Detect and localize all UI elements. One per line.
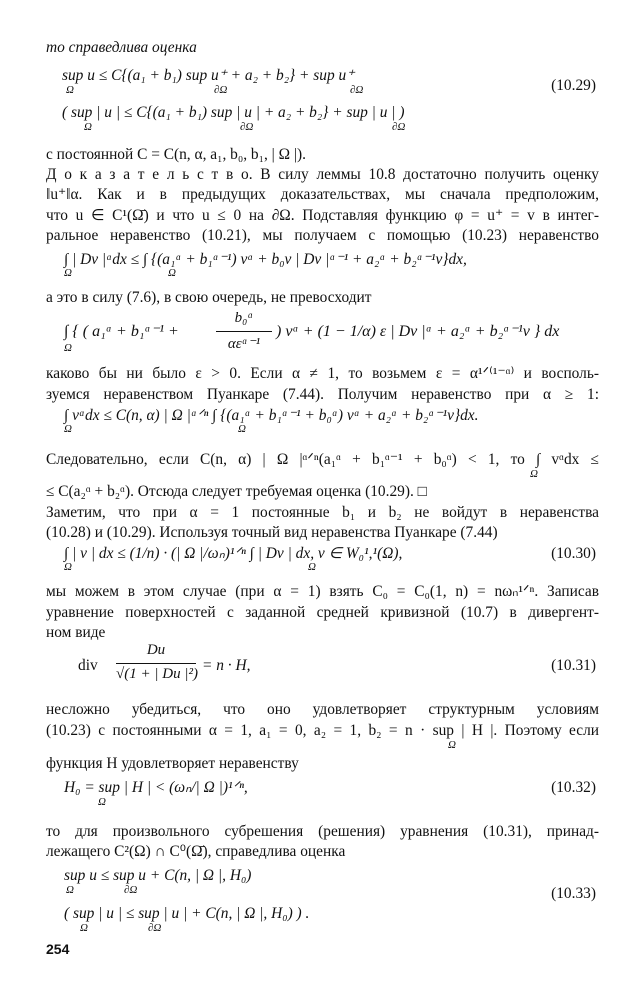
text-line: уравнение поверхностей с заданной средней кривизной (10.7) в дивергент- [46, 604, 599, 621]
equation-number: (10.30) [551, 545, 596, 562]
text-line: ‖u⁺‖α. Как и в предыдущих доказательствах, мы сначала предположим, [46, 186, 599, 203]
text-line: (10.23) с постоянными α = 1, a₁ = 0, a₂ = 1, b₂ = n · sup | H |. Поэтому если [46, 722, 599, 739]
equation-10-32: H₀ = sup | H | < (ωₙ/| Ω |)¹ᐟⁿ, [64, 779, 248, 796]
fraction-numerator: Du [146, 642, 166, 658]
equation-subscript: Ω [448, 739, 456, 751]
text-line: то справедлива оценка [46, 39, 197, 56]
equation-subscript: Ω [84, 121, 92, 133]
equation-10-30: ∫ | v | dx ≤ (1/n) · (| Ω |/ωₙ)¹ᐟⁿ ∫ | Dv | dx, v ∈ W₀¹,¹(Ω), [64, 545, 403, 562]
text-line: ральное неравенство (10.21), мы получаем с помощью (10.23) неравенство [46, 227, 599, 244]
text-line: что u ∈ C¹(Ω̄) и что u ≤ 0 на ∂Ω. Подставляя функцию φ = u⁺ = v в интег- [46, 207, 599, 224]
equation-subscript: ∂Ω [124, 884, 138, 896]
equation-subscript: Ω [66, 884, 74, 896]
fraction-denominator: αεᵅ⁻¹ [227, 336, 261, 352]
equation-number: (10.31) [551, 657, 596, 674]
equation-subscript: ∂Ω [392, 121, 406, 133]
equation-subscript: Ω [66, 84, 74, 96]
fraction-numerator: b₀ᵅ [234, 310, 254, 326]
fraction-bar [116, 663, 196, 664]
text-line: ≤ C(a₂ᵅ + b₂ᵅ). Отсюда следует требуемая оценка (10.29). □ [46, 483, 427, 500]
text-line: несложно убедиться, что оно удовлетворяет структурным условиям [46, 701, 599, 718]
fraction-denominator: √(1 + | Du |²) [116, 666, 198, 682]
text-line: каково бы ни было ε > 0. Если α ≠ 1, то возьмем ε = α¹ᐟ⁽¹⁻ᵅ⁾ и восполь- [46, 365, 599, 382]
equation-10-29-line2: ( sup | u | ≤ C{(a₁ + b₁) sup | u | + a₂ + b₂} + sup | u | ) [62, 104, 405, 121]
text-line: функция H удовлетворяет неравенству [46, 755, 299, 772]
inequality-right-part: ) vᵅ + (1 − 1/α) ε | Dv |ᵅ + a₂ᵅ + b₂ᵅ⁻¹v } dx [276, 323, 560, 340]
fraction-bar [216, 331, 272, 332]
equation-subscript: Ω [308, 561, 316, 573]
equation-10-33-line2: ( sup | u | ≤ sup | u | + C(n, | Ω |, H₀) ) . [64, 905, 310, 922]
text-line: с постоянной C = C(n, α, a₁, b₀, b₁, | Ω |). [46, 146, 306, 163]
equation-number: (10.32) [551, 779, 596, 796]
text-line: (10.28) и (10.29). Используя точный вид неравенства Пуанкаре (7.44) [46, 524, 498, 541]
equation-rhs: = n · H, [202, 657, 251, 674]
equation-subscript: Ω [64, 267, 72, 279]
equation-subscript: Ω [64, 342, 72, 354]
equation-10-29-line1: sup u ≤ C{(a₁ + b₁) sup u⁺ + a₂ + b₂} + sup u⁺ [62, 67, 355, 84]
equation-subscript: ∂Ω [240, 121, 254, 133]
text-line: Заметим, что при α = 1 постоянные b₁ и b₂ не войдут в неравенства [46, 504, 599, 521]
equation-number: (10.33) [551, 885, 596, 902]
equation-10-33-line1: sup u ≤ sup u + C(n, | Ω |, H₀) [64, 867, 252, 884]
inequality-left-part: ∫ { ( a₁ᵅ + b₁ᵅ⁻¹ + [64, 323, 179, 340]
text-line: то для произвольного субрешения (решения) уравнения (10.31), принад- [46, 823, 599, 840]
page-number: 254 [46, 941, 70, 957]
equation-subscript: Ω [80, 922, 88, 934]
text-line: зуемся неравенством Пуанкаре (7.44). Получим неравенство при α ≥ 1: [46, 386, 599, 403]
text-line: лежащего C²(Ω) ∩ C⁰(Ω̄), справедлива оценка [46, 843, 346, 860]
inequality-line: ∫ | Dv |ᵅdx ≤ ∫ {(a₁ᵅ + b₁ᵅ⁻¹) vᵅ + b₀v | Dv |ᵅ⁻¹ + a₂ᵅ + b₂ᵅ⁻¹v}dx, [64, 251, 467, 268]
equation-subscript: ∂Ω [214, 84, 228, 96]
equation-subscript: Ω [64, 561, 72, 573]
equation-subscript: Ω [64, 423, 72, 435]
equation-subscript: Ω [168, 267, 176, 279]
text-line: мы можем в этом случае (при α = 1) взять C₀ = C₀(1, n) = nωₙ¹ᐟⁿ. Записав [46, 583, 599, 600]
text-line: Следовательно, если C(n, α) | Ω |ᵅᐟⁿ(a₁ᵅ + b₁ᵅ⁻¹ + b₀ᵅ) < 1, то ∫ vᵅdx ≤ [46, 451, 599, 468]
text-line: Д о к а з а т е л ь с т в о. В силу леммы 10.8 достаточно получить оценку [46, 166, 599, 183]
equation-subscript: Ω [238, 423, 246, 435]
text-line: ном виде [46, 624, 106, 641]
equation-subscript: Ω [530, 468, 538, 480]
equation-number: (10.29) [551, 77, 596, 94]
inequality-line: ∫ vᵅdx ≤ C(n, α) | Ω |ᵅᐟⁿ ∫ {(a₁ᵅ + b₁ᵅ⁻¹ + b₀ᵅ) vᵅ + a₂ᵅ + b₂ᵅ⁻¹v}dx. [64, 407, 479, 424]
equation-subscript: Ω [98, 796, 106, 808]
text-line: а это в силу (7.6), в свою очередь, не превосходит [46, 289, 372, 306]
div-operator: div [78, 657, 98, 674]
equation-subscript: ∂Ω [350, 84, 364, 96]
equation-subscript: ∂Ω [148, 922, 162, 934]
